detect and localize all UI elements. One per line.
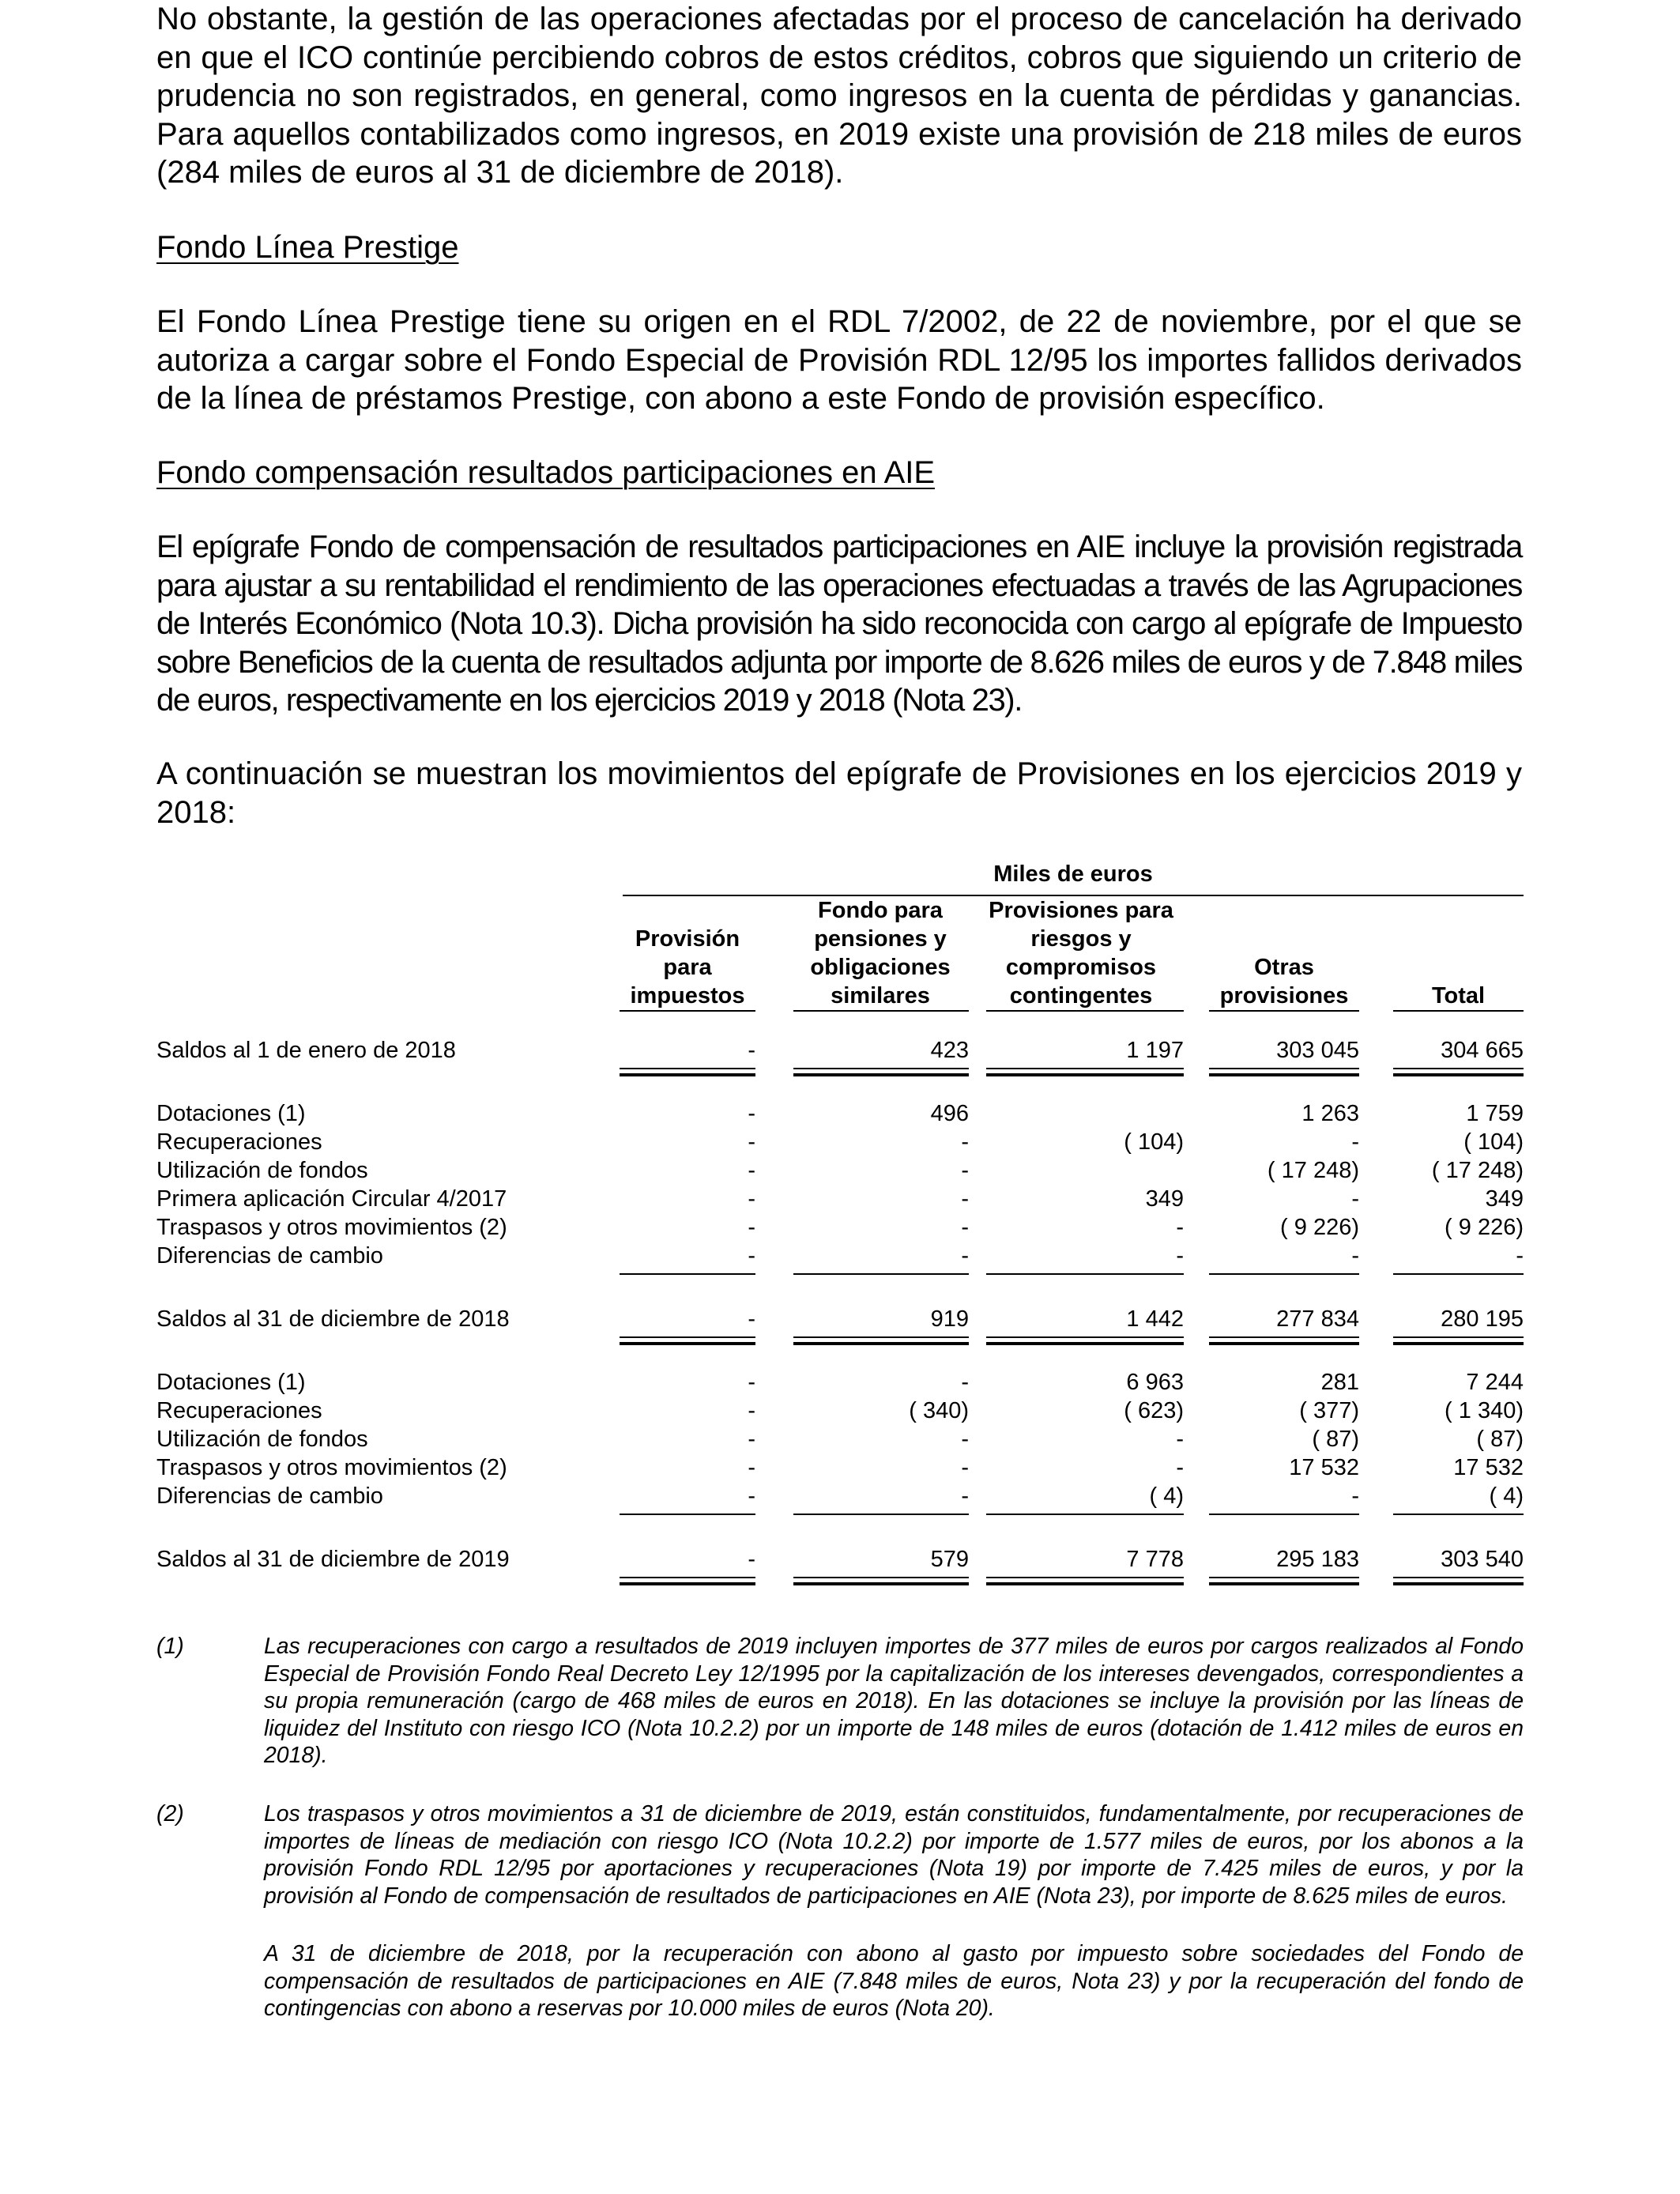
provisiones-table [156,861,1524,1573]
row-label: Recuperaciones [156,1129,322,1155]
total-double-rule [793,1582,969,1585]
row-label: Saldos al 31 de diciembre de 2018 [156,1306,510,1332]
subtotal-rule [986,1514,1184,1515]
footnote-number: (1) [156,1634,184,1659]
table-cell: - [748,1427,755,1452]
table-cell: 7 778 [1126,1547,1184,1572]
table-row [156,1129,1524,1158]
table-cell: - [1351,1129,1359,1155]
subtotal-rule [1393,1514,1524,1515]
col-header-line: provisiones [1219,983,1349,1008]
total-double-rule [1209,1577,1359,1578]
header-underline [620,1010,755,1012]
table-cell: 423 [930,1038,969,1063]
total-double-rule [1393,1577,1524,1578]
table-cell: ( 623) [1124,1398,1184,1423]
group-header: Miles de euros [993,861,1153,887]
table-row [156,1483,1524,1512]
table-cell: - [961,1243,969,1269]
table-cell: ( 17 248) [1267,1158,1359,1183]
col-header-provisiones-riesgos [978,896,1184,1010]
subtotal-rule [793,1273,969,1275]
table-cell: ( 17 248) [1431,1158,1524,1183]
table-cell: - [748,1370,755,1395]
row-label: Utilización de fondos [156,1158,368,1183]
table-cell: 579 [930,1547,969,1572]
col-header-line: obligaciones [810,955,951,980]
total-double-rule [986,1582,1184,1585]
col-header-line: para [663,955,712,980]
table-cell: - [1176,1215,1184,1240]
col-header-line: Total [1431,983,1486,1008]
table-cell: 303 045 [1276,1038,1359,1063]
table-cell: 280 195 [1441,1306,1524,1332]
total-double-rule [620,1342,755,1345]
header-underline [793,1010,969,1012]
subtotal-rule [620,1273,755,1275]
table-cell: 1 442 [1126,1306,1184,1332]
col-header-line: Fondo para [818,898,943,923]
table-cell: 349 [1485,1186,1524,1212]
table-cell: 919 [930,1306,969,1332]
subtotal-rule [1209,1514,1359,1515]
table-cell: 496 [930,1101,969,1126]
header-underline [1393,1010,1524,1012]
table-cell: - [1176,1243,1184,1269]
col-header-line: compromisos [1005,955,1157,980]
table-cell: - [748,1129,755,1155]
table-row [156,1215,1524,1243]
table-cell: ( 87) [1312,1427,1359,1452]
total-double-rule [1393,1073,1524,1076]
col-header-line: pensiones y [814,926,947,952]
table-row [156,1158,1524,1186]
table-row [156,1427,1524,1455]
subtotal-rule [986,1273,1184,1275]
col-header-line: riesgos y [1030,926,1132,952]
total-double-rule [620,1577,755,1578]
footnotes [156,1633,1524,2044]
table-row [156,1455,1524,1483]
paragraph-aie: El epígrafe Fondo de compensación de resultados participaciones en AIE incluye la provisión registrada para ajustar a su rentabilidad el rendimiento de las operaciones efectuadas a través de las Agrupaciones de Interés Económico (Nota 10.3). Dicha provisión ha sido reconocida con cargo al epígrafe de Impuesto sobre Beneficios de la cuenta de resultados adjunta por importe de 8.626 miles de euros y de 7.848 miles de euros, respectivamente en los ejercicios 2019 y 2018 (Nota 23). [156,530,1522,718]
row-label: Dotaciones (1) [156,1101,306,1126]
header-underline [1209,1010,1359,1012]
table-row [156,1243,1524,1272]
table-cell: - [961,1455,969,1480]
table-cell: 277 834 [1276,1306,1359,1332]
table-cell: 304 665 [1441,1038,1524,1063]
table-cell: - [748,1243,755,1269]
table-row [156,1547,1524,1575]
table-cell: - [748,1186,755,1212]
table-cell: - [1176,1455,1184,1480]
table-cell: - [748,1306,755,1332]
table-cell: - [1351,1186,1359,1212]
table-cell: - [748,1455,755,1480]
footnote-text: Los traspasos y otros movimientos a 31 de diciembre de 2019, están constituidos, fundamentalmente, por recuperaciones de importes de líneas de mediación con riesgo ICO (Nota 10.2.2) por importe de 1.577 miles de euros, por los abonos a la provisión Fondo RDL 12/95 por aportaciones y recuperaciones (Nota 19) por importe de 7.425 miles de euros, y por la provisión al Fondo de compensación de resultados de participaciones en AIE (Nota 23), por importe de 8.625 miles de euros. [264,1801,1524,1909]
table-cell: - [748,1101,755,1126]
total-double-rule [793,1068,969,1069]
table-cell: - [961,1215,969,1240]
row-label: Saldos al 31 de diciembre de 2019 [156,1547,510,1572]
total-double-rule [986,1577,1184,1578]
col-header-total [1393,982,1524,1010]
paragraph-prestige: El Fondo Línea Prestige tiene su origen en el RDL 7/2002, de 22 de noviembre, por el que se autoriza a cargar sobre el Fondo Especial de Provisión RDL 12/95 los importes fallidos derivados de la línea de préstamos Prestige, con abono a este Fondo de provisión específico. [156,304,1522,416]
paragraph-intro-tabla: A continuación se muestran los movimientos del epígrafe de Provisiones en los ejercicios 2019 y 2018: [156,756,1522,830]
col-header-line: Otras [1254,955,1314,980]
col-header-line: impuestos [630,983,745,1008]
col-header-line: similares [831,983,930,1008]
total-double-rule [1209,1342,1359,1345]
total-double-rule [1393,1336,1524,1338]
col-header-fondo-pensiones [785,896,975,1010]
table-cell: - [961,1129,969,1155]
total-double-rule [1209,1068,1359,1069]
header-underline [986,1010,1184,1012]
table-cell: 349 [1145,1186,1184,1212]
total-double-rule [793,1342,969,1345]
col-header-line: contingentes [1009,983,1153,1008]
table-cell: - [1516,1243,1524,1269]
total-double-rule [620,1336,755,1338]
table-cell: ( 9 226) [1280,1215,1359,1240]
table-cell: - [1351,1243,1359,1269]
table-cell: 6 963 [1126,1370,1184,1395]
table-cell: - [748,1215,755,1240]
row-label: Diferencias de cambio [156,1243,383,1269]
total-double-rule [620,1068,755,1069]
total-double-rule [986,1073,1184,1076]
table-cell: ( 377) [1299,1398,1359,1423]
table-cell: - [748,1398,755,1423]
table-cell: 1 759 [1466,1101,1524,1126]
table-cell: ( 104) [1463,1129,1524,1155]
subtotal-rule [793,1514,969,1515]
total-double-rule [793,1336,969,1338]
col-header-line: Provisiones para [989,898,1173,923]
table-cell: ( 87) [1476,1427,1524,1452]
table-row [156,1038,1524,1066]
table-row [156,1101,1524,1129]
table-cell: - [748,1483,755,1509]
table-cell: ( 104) [1124,1129,1184,1155]
total-double-rule [1393,1068,1524,1069]
total-double-rule [986,1068,1184,1069]
table-cell: 295 183 [1276,1547,1359,1572]
table-row [156,1306,1524,1335]
total-double-rule [1393,1582,1524,1585]
row-label: Traspasos y otros movimientos (2) [156,1215,507,1240]
table-cell: 303 540 [1441,1547,1524,1572]
table-cell: - [748,1038,755,1063]
table-cell: 17 532 [1453,1455,1524,1480]
table-cell: 17 532 [1289,1455,1359,1480]
total-double-rule [1209,1336,1359,1338]
table-cell: - [961,1370,969,1395]
table-row [156,1186,1524,1215]
total-double-rule [1209,1073,1359,1076]
total-double-rule [986,1336,1184,1338]
subtotal-rule [620,1514,755,1515]
total-double-rule [1209,1582,1359,1585]
table-cell: 1 263 [1301,1101,1359,1126]
footnote-text: A 31 de diciembre de 2018, por la recuperación con abono al gasto por impuesto sobre sociedades del Fondo de compensación de resultados de participaciones en AIE (7.848 miles de euros, Nota 23) y por la recuperación del fondo de contingencias con abono a reservas por 10.000 miles de euros (Nota 20). [264,1941,1524,2021]
col-header-provision-impuestos [620,925,755,1010]
row-label: Saldos al 1 de enero de 2018 [156,1038,456,1063]
table-cell: - [961,1427,969,1452]
table-cell: - [961,1483,969,1509]
subtotal-rule [1209,1273,1359,1275]
total-double-rule [793,1073,969,1076]
table-cell: ( 4) [1489,1483,1524,1509]
table-cell: 1 197 [1126,1038,1184,1063]
table-row [156,1370,1524,1398]
heading-fondo-linea-prestige: Fondo Línea Prestige [156,230,459,265]
row-label: Traspasos y otros movimientos (2) [156,1455,507,1480]
table-cell: - [961,1186,969,1212]
table-cell: - [1351,1483,1359,1509]
row-label: Recuperaciones [156,1398,322,1423]
table-cell: - [1176,1427,1184,1452]
paragraph-cobros: No obstante, la gestión de las operaciones afectadas por el proceso de cancelación ha derivado en que el ICO continúe percibiendo cobros de estos créditos, cobros que siguiendo un criterio de prudencia no son registrados, en general, como ingresos en la cuenta de pérdidas y ganancias. Para aquellos contabilizados como ingresos, en 2019 existe una provisión de 218 miles de euros (284 miles de euros al 31 de diciembre de 2018). [156,2,1522,190]
table-cell: ( 340) [909,1398,969,1423]
total-double-rule [986,1342,1184,1345]
table-cell: - [748,1547,755,1572]
row-label: Primera aplicación Circular 4/2017 [156,1186,507,1212]
footnote-text: Las recuperaciones con cargo a resultados de 2019 incluyen importes de 377 miles de euros por cargos realizados al Fondo Especial de Provisión Fondo Real Decreto Ley 12/1995 por la capitalización de los intereses devengados, correspondientes a su propia remuneración (cargo de 468 miles de euros en 2018). En las dotaciones se incluye la provisión por las líneas de liquidez del Instituto con riesgo ICO (Nota 10.2.2) por un importe de 148 miles de euros (dotación de 1.412 miles de euros en 2018). [264,1634,1524,1768]
table-row [156,1398,1524,1427]
table-cell: - [748,1158,755,1183]
table-cell: ( 9 226) [1445,1215,1524,1240]
col-header-otras-provisiones [1209,953,1359,1010]
table-cell: ( 4) [1149,1483,1184,1509]
total-double-rule [1393,1342,1524,1345]
footnote-number: (2) [156,1801,184,1826]
table-cell: ( 1 340) [1445,1398,1524,1423]
table-cell: 7 244 [1466,1370,1524,1395]
total-double-rule [620,1582,755,1585]
col-header-line: Provisión [635,926,740,952]
row-label: Dotaciones (1) [156,1370,306,1395]
heading-fondo-compensacion: Fondo compensación resultados participaciones en AIE [156,455,936,490]
subtotal-rule [1393,1273,1524,1275]
total-double-rule [793,1577,969,1578]
table-cell: 281 [1320,1370,1359,1395]
total-double-rule [620,1073,755,1076]
row-label: Utilización de fondos [156,1427,368,1452]
row-label: Diferencias de cambio [156,1483,383,1509]
table-cell: - [961,1158,969,1183]
